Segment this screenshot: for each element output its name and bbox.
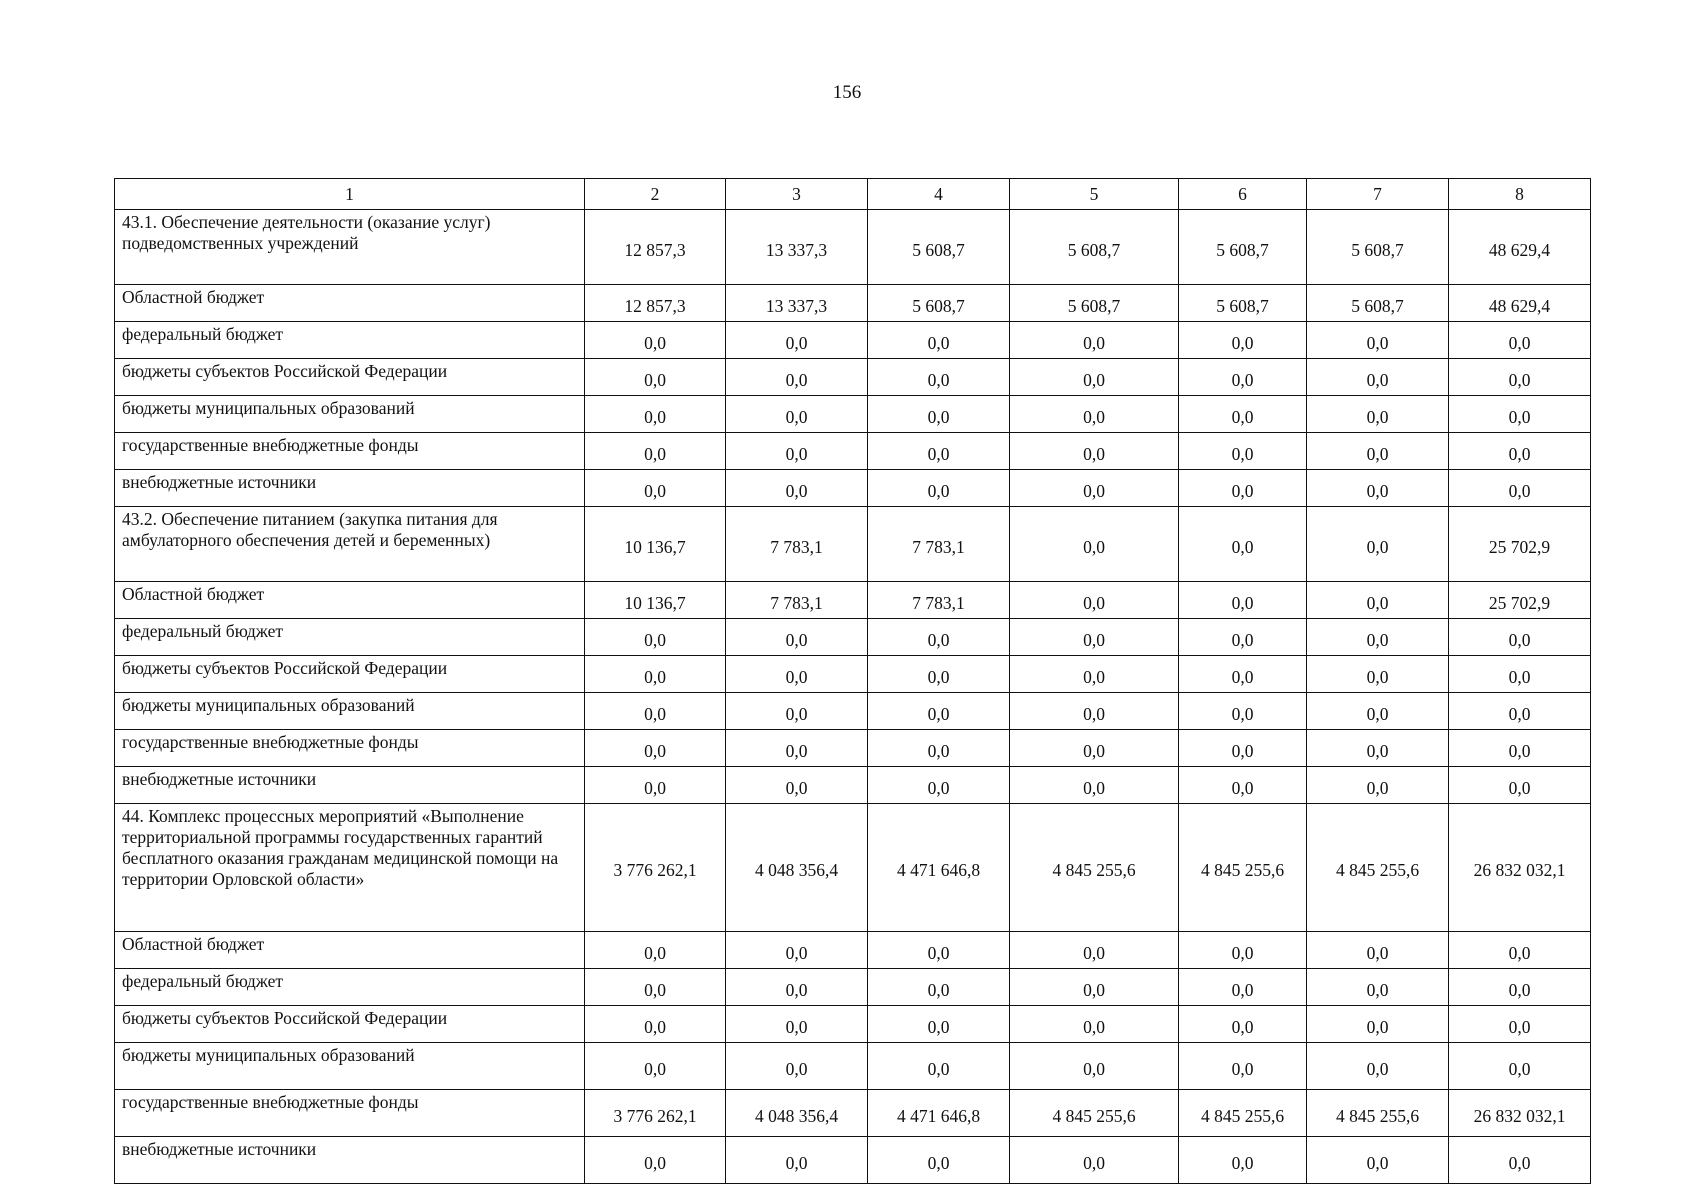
value-cell-col-7: 0,0 [1307, 1043, 1449, 1090]
value-cell-col-7: 4 845 255,6 [1307, 1090, 1449, 1137]
table-row [115, 322, 1591, 359]
column-number-7: 7 [1307, 179, 1449, 210]
column-number-1: 1 [115, 179, 585, 210]
value-cell-col-5: 0,0 [1010, 322, 1179, 359]
value-cell-col-6: 0,0 [1179, 470, 1307, 507]
value-cell-col-8: 25 702,9 [1449, 582, 1591, 619]
value-cell-col-3: 0,0 [726, 767, 868, 804]
value-cell-col-4: 4 471 646,8 [868, 1090, 1010, 1137]
table-row [115, 804, 1591, 932]
row-label: федеральный бюджет [115, 619, 585, 656]
value-cell-col-8: 0,0 [1449, 322, 1591, 359]
table-body [115, 210, 1591, 1184]
value-cell-col-3: 0,0 [726, 619, 868, 656]
value-cell-col-8: 25 702,9 [1449, 507, 1591, 582]
value-cell-col-4: 0,0 [868, 470, 1010, 507]
value-cell-col-8: 0,0 [1449, 693, 1591, 730]
value-cell-col-3: 0,0 [726, 322, 868, 359]
value-cell-col-5: 0,0 [1010, 619, 1179, 656]
value-cell-col-5: 0,0 [1010, 767, 1179, 804]
value-cell-col-6: 0,0 [1179, 969, 1307, 1006]
value-cell-col-3: 0,0 [726, 1006, 868, 1043]
row-label: бюджеты субъектов Российской Федерации [115, 1006, 585, 1043]
value-cell-col-7: 0,0 [1307, 969, 1449, 1006]
value-cell-col-8: 0,0 [1449, 932, 1591, 969]
row-label: бюджеты субъектов Российской Федерации [115, 359, 585, 396]
value-cell-col-5: 0,0 [1010, 932, 1179, 969]
value-cell-col-5: 0,0 [1010, 433, 1179, 470]
value-cell-col-5: 4 845 255,6 [1010, 804, 1179, 932]
value-cell-col-3: 7 783,1 [726, 582, 868, 619]
value-cell-col-6: 0,0 [1179, 656, 1307, 693]
row-label: 43.2. Обеспечение питанием (закупка питания для амбулаторного обеспечения детей и беременных) [115, 507, 585, 582]
value-cell-col-7: 0,0 [1307, 656, 1449, 693]
value-cell-col-3: 4 048 356,4 [726, 804, 868, 932]
row-label: федеральный бюджет [115, 322, 585, 359]
row-label: государственные внебюджетные фонды [115, 433, 585, 470]
value-cell-col-2: 0,0 [585, 1043, 726, 1090]
value-cell-col-8: 0,0 [1449, 470, 1591, 507]
value-cell-col-3: 13 337,3 [726, 285, 868, 322]
row-label: внебюджетные источники [115, 470, 585, 507]
value-cell-col-6: 0,0 [1179, 767, 1307, 804]
value-cell-col-7: 0,0 [1307, 932, 1449, 969]
value-cell-col-7: 0,0 [1307, 730, 1449, 767]
value-cell-col-7: 0,0 [1307, 1137, 1449, 1184]
column-number-8: 8 [1449, 179, 1591, 210]
value-cell-col-7: 0,0 [1307, 322, 1449, 359]
value-cell-col-8: 0,0 [1449, 730, 1591, 767]
table-row [115, 582, 1591, 619]
table-row [115, 433, 1591, 470]
value-cell-col-5: 0,0 [1010, 693, 1179, 730]
value-cell-col-7: 0,0 [1307, 693, 1449, 730]
value-cell-col-8: 0,0 [1449, 969, 1591, 1006]
row-label: бюджеты муниципальных образований [115, 693, 585, 730]
value-cell-col-6: 0,0 [1179, 507, 1307, 582]
value-cell-col-8: 0,0 [1449, 433, 1591, 470]
value-cell-col-4: 7 783,1 [868, 507, 1010, 582]
table-row [115, 285, 1591, 322]
value-cell-col-2: 3 776 262,1 [585, 1090, 726, 1137]
row-label: Областной бюджет [115, 932, 585, 969]
value-cell-col-4: 0,0 [868, 1043, 1010, 1090]
table-row [115, 470, 1591, 507]
value-cell-col-4: 0,0 [868, 396, 1010, 433]
value-cell-col-7: 0,0 [1307, 767, 1449, 804]
value-cell-col-2: 0,0 [585, 1006, 726, 1043]
value-cell-col-2: 0,0 [585, 470, 726, 507]
value-cell-col-7: 4 845 255,6 [1307, 804, 1449, 932]
value-cell-col-6: 0,0 [1179, 1006, 1307, 1043]
table-row [115, 932, 1591, 969]
value-cell-col-4: 0,0 [868, 656, 1010, 693]
value-cell-col-5: 0,0 [1010, 359, 1179, 396]
value-cell-col-6: 0,0 [1179, 396, 1307, 433]
table-row [115, 359, 1591, 396]
value-cell-col-4: 4 471 646,8 [868, 804, 1010, 932]
value-cell-col-7: 0,0 [1307, 619, 1449, 656]
value-cell-col-4: 0,0 [868, 1006, 1010, 1043]
header-row [115, 179, 1591, 210]
table-row [115, 693, 1591, 730]
value-cell-col-4: 0,0 [868, 693, 1010, 730]
value-cell-col-5: 0,0 [1010, 730, 1179, 767]
value-cell-col-2: 0,0 [585, 396, 726, 433]
value-cell-col-7: 0,0 [1307, 470, 1449, 507]
table-row [115, 507, 1591, 582]
value-cell-col-4: 0,0 [868, 359, 1010, 396]
value-cell-col-5: 0,0 [1010, 1006, 1179, 1043]
value-cell-col-3: 0,0 [726, 693, 868, 730]
value-cell-col-4: 0,0 [868, 619, 1010, 656]
value-cell-col-2: 12 857,3 [585, 285, 726, 322]
value-cell-col-4: 5 608,7 [868, 285, 1010, 322]
value-cell-col-3: 7 783,1 [726, 507, 868, 582]
value-cell-col-5: 5 608,7 [1010, 285, 1179, 322]
value-cell-col-7: 0,0 [1307, 396, 1449, 433]
value-cell-col-7: 5 608,7 [1307, 285, 1449, 322]
value-cell-col-4: 0,0 [868, 730, 1010, 767]
row-label: 43.1. Обеспечение деятельности (оказание услуг) подведомственных учреждений [115, 210, 585, 285]
table-row [115, 767, 1591, 804]
value-cell-col-8: 48 629,4 [1449, 285, 1591, 322]
value-cell-col-7: 0,0 [1307, 433, 1449, 470]
value-cell-col-4: 0,0 [868, 322, 1010, 359]
column-number-2: 2 [585, 179, 726, 210]
row-label: 44. Комплекс процессных мероприятий «Выполнение территориальной программы государственных гарантий бесплатного оказания гражданам медицинской помощи на территории Орловской области» [115, 804, 585, 932]
value-cell-col-3: 0,0 [726, 932, 868, 969]
value-cell-col-6: 0,0 [1179, 582, 1307, 619]
value-cell-col-6: 4 845 255,6 [1179, 804, 1307, 932]
table-row [115, 396, 1591, 433]
value-cell-col-7: 0,0 [1307, 507, 1449, 582]
value-cell-col-2: 0,0 [585, 359, 726, 396]
value-cell-col-4: 0,0 [868, 1137, 1010, 1184]
table-header [115, 179, 1591, 210]
row-label: бюджеты муниципальных образований [115, 396, 585, 433]
value-cell-col-8: 0,0 [1449, 1043, 1591, 1090]
value-cell-col-2: 0,0 [585, 932, 726, 969]
value-cell-col-6: 0,0 [1179, 932, 1307, 969]
value-cell-col-4: 0,0 [868, 767, 1010, 804]
row-label: государственные внебюджетные фонды [115, 1090, 585, 1137]
value-cell-col-6: 0,0 [1179, 1043, 1307, 1090]
value-cell-col-5: 0,0 [1010, 470, 1179, 507]
column-number-5: 5 [1010, 179, 1179, 210]
row-label: Областной бюджет [115, 582, 585, 619]
value-cell-col-7: 5 608,7 [1307, 210, 1449, 285]
value-cell-col-5: 0,0 [1010, 1043, 1179, 1090]
value-cell-col-3: 4 048 356,4 [726, 1090, 868, 1137]
value-cell-col-8: 26 832 032,1 [1449, 804, 1591, 932]
value-cell-col-2: 0,0 [585, 656, 726, 693]
table-row [115, 730, 1591, 767]
column-number-3: 3 [726, 179, 868, 210]
value-cell-col-2: 10 136,7 [585, 582, 726, 619]
table-row [115, 1043, 1591, 1090]
value-cell-col-3: 0,0 [726, 1137, 868, 1184]
value-cell-col-3: 0,0 [726, 656, 868, 693]
value-cell-col-3: 0,0 [726, 396, 868, 433]
value-cell-col-2: 0,0 [585, 433, 726, 470]
value-cell-col-7: 0,0 [1307, 582, 1449, 619]
value-cell-col-2: 0,0 [585, 969, 726, 1006]
table-row [115, 969, 1591, 1006]
table-row [115, 210, 1591, 285]
value-cell-col-6: 0,0 [1179, 693, 1307, 730]
value-cell-col-3: 13 337,3 [726, 210, 868, 285]
value-cell-col-3: 0,0 [726, 1043, 868, 1090]
value-cell-col-6: 0,0 [1179, 359, 1307, 396]
value-cell-col-3: 0,0 [726, 470, 868, 507]
row-label: бюджеты субъектов Российской Федерации [115, 656, 585, 693]
value-cell-col-5: 0,0 [1010, 969, 1179, 1006]
value-cell-col-6: 4 845 255,6 [1179, 1090, 1307, 1137]
value-cell-col-2: 0,0 [585, 619, 726, 656]
value-cell-col-8: 0,0 [1449, 619, 1591, 656]
value-cell-col-3: 0,0 [726, 969, 868, 1006]
value-cell-col-2: 0,0 [585, 767, 726, 804]
value-cell-col-8: 0,0 [1449, 1137, 1591, 1184]
value-cell-col-2: 0,0 [585, 1137, 726, 1184]
value-cell-col-8: 0,0 [1449, 1006, 1591, 1043]
value-cell-col-5: 0,0 [1010, 656, 1179, 693]
value-cell-col-6: 0,0 [1179, 433, 1307, 470]
row-label: государственные внебюджетные фонды [115, 730, 585, 767]
value-cell-col-5: 0,0 [1010, 1137, 1179, 1184]
value-cell-col-2: 12 857,3 [585, 210, 726, 285]
value-cell-col-4: 0,0 [868, 932, 1010, 969]
value-cell-col-5: 0,0 [1010, 507, 1179, 582]
value-cell-col-8: 26 832 032,1 [1449, 1090, 1591, 1137]
value-cell-col-6: 0,0 [1179, 619, 1307, 656]
value-cell-col-6: 5 608,7 [1179, 285, 1307, 322]
value-cell-col-2: 0,0 [585, 730, 726, 767]
value-cell-col-8: 0,0 [1449, 656, 1591, 693]
row-label: федеральный бюджет [115, 969, 585, 1006]
page-number: 156 [832, 82, 862, 103]
value-cell-col-5: 0,0 [1010, 396, 1179, 433]
value-cell-col-4: 7 783,1 [868, 582, 1010, 619]
value-cell-col-2: 10 136,7 [585, 507, 726, 582]
row-label: бюджеты муниципальных образований [115, 1043, 585, 1090]
value-cell-col-7: 0,0 [1307, 359, 1449, 396]
value-cell-col-4: 5 608,7 [868, 210, 1010, 285]
value-cell-col-8: 0,0 [1449, 396, 1591, 433]
value-cell-col-6: 0,0 [1179, 730, 1307, 767]
table-row [115, 656, 1591, 693]
value-cell-col-2: 0,0 [585, 322, 726, 359]
table-row [115, 1006, 1591, 1043]
row-label: внебюджетные источники [115, 1137, 585, 1184]
value-cell-col-5: 5 608,7 [1010, 210, 1179, 285]
value-cell-col-8: 0,0 [1449, 767, 1591, 804]
row-label: внебюджетные источники [115, 767, 585, 804]
value-cell-col-4: 0,0 [868, 969, 1010, 1006]
table-row [115, 619, 1591, 656]
value-cell-col-5: 0,0 [1010, 582, 1179, 619]
value-cell-col-2: 0,0 [585, 693, 726, 730]
value-cell-col-2: 3 776 262,1 [585, 804, 726, 932]
value-cell-col-8: 48 629,4 [1449, 210, 1591, 285]
value-cell-col-6: 5 608,7 [1179, 210, 1307, 285]
value-cell-col-3: 0,0 [726, 730, 868, 767]
value-cell-col-3: 0,0 [726, 433, 868, 470]
table-row [115, 1090, 1591, 1137]
budget-table [114, 178, 1591, 1184]
value-cell-col-7: 0,0 [1307, 1006, 1449, 1043]
table-row [115, 1137, 1591, 1184]
value-cell-col-6: 0,0 [1179, 322, 1307, 359]
value-cell-col-5: 4 845 255,6 [1010, 1090, 1179, 1137]
column-number-6: 6 [1179, 179, 1307, 210]
value-cell-col-4: 0,0 [868, 433, 1010, 470]
value-cell-col-8: 0,0 [1449, 359, 1591, 396]
column-number-4: 4 [868, 179, 1010, 210]
row-label: Областной бюджет [115, 285, 585, 322]
value-cell-col-3: 0,0 [726, 359, 868, 396]
value-cell-col-6: 0,0 [1179, 1137, 1307, 1184]
